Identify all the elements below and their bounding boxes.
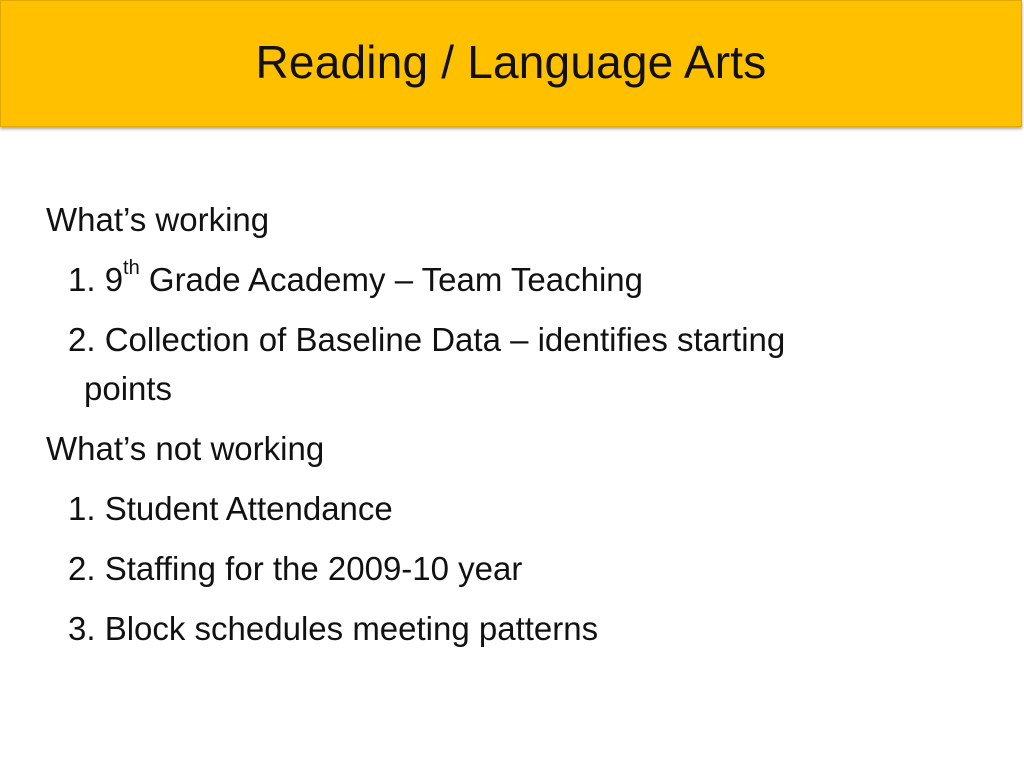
working-item-2-line2: points	[84, 370, 173, 407]
working-heading: What’s working	[46, 201, 270, 238]
working-item-1	[46, 250, 986, 310]
working-item-1-rest: Grade Academy – Team Teaching	[139, 261, 643, 298]
title-bar	[0, 0, 1022, 127]
slide-body	[46, 190, 986, 659]
not-working-heading: What’s not working	[46, 430, 325, 467]
working-item-2-line1: 2. Collection of Baseline Data – identifies starting	[68, 321, 786, 358]
working-item-2	[46, 310, 986, 419]
slide-title: Reading / Language Arts	[255, 35, 767, 88]
working-item-1-prefix: 1. 9	[68, 261, 124, 298]
not-working-item-2: 2. Staffing for the 2009-10 year	[68, 550, 523, 587]
working-item-1-superscript: th	[123, 257, 140, 279]
not-working-item-1: 1. Student Attendance	[68, 490, 393, 527]
not-working-item-3: 3. Block schedules meeting patterns	[68, 610, 599, 647]
